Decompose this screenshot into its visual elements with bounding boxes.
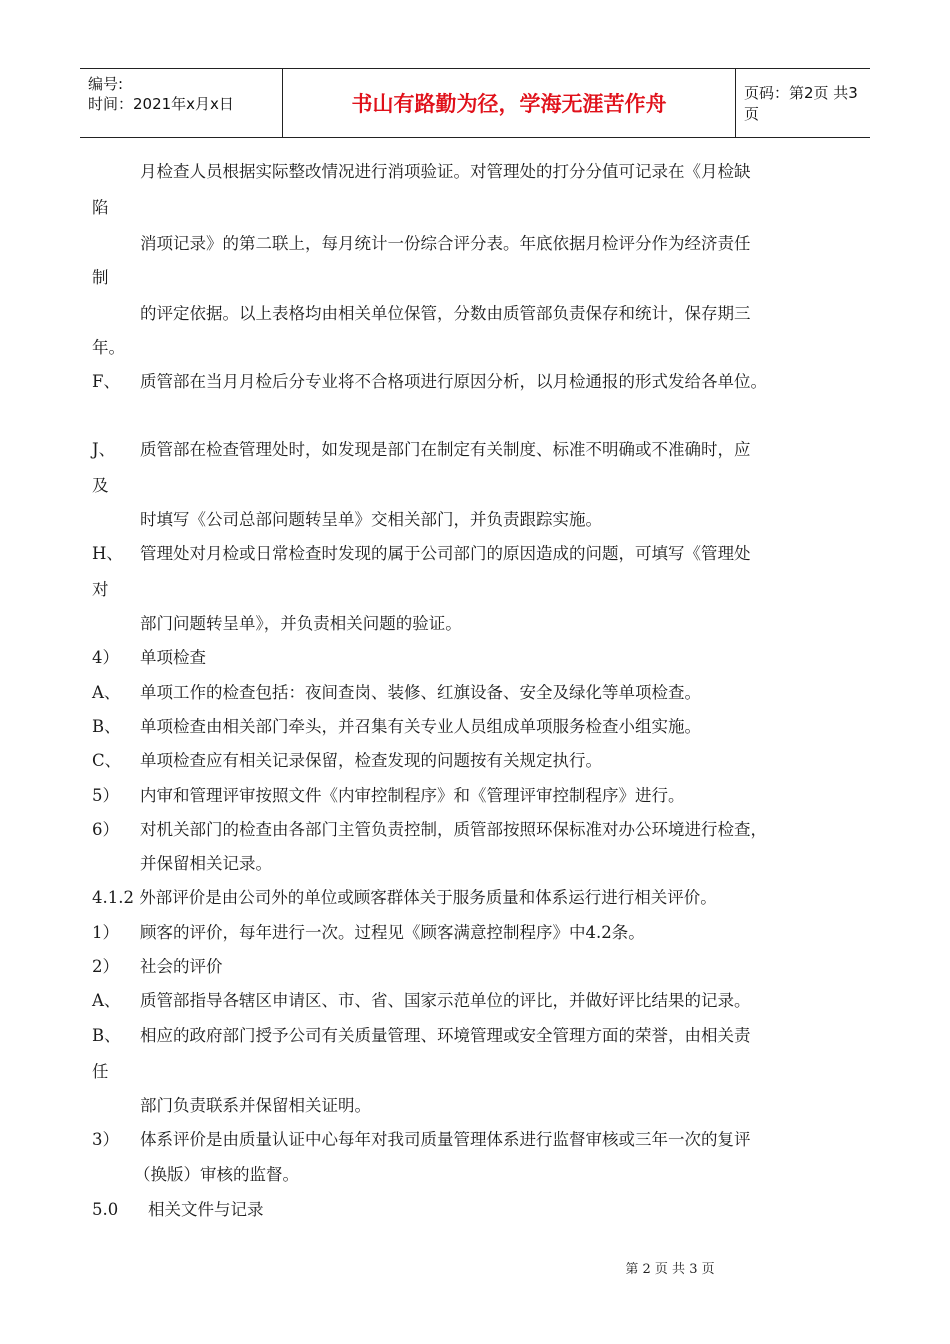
body-line: 质管部指导各辖区申请区、市、省、国家示范单位的评比，并做好评比结果的记录。 bbox=[140, 991, 751, 1010]
document-date-label: 时间：2021年x月x日 bbox=[88, 95, 234, 113]
body-line: 的评定依据。以上表格均由相关单位保管，分数由质管部负责保存和统计，保存期三 bbox=[140, 304, 751, 323]
item-marker: 3） bbox=[92, 1130, 119, 1149]
document-header bbox=[80, 68, 870, 138]
item-marker: J、 bbox=[92, 440, 116, 459]
item-marker: A、 bbox=[92, 991, 121, 1010]
page-footer bbox=[0, 1258, 950, 1277]
header-left-cell bbox=[80, 69, 282, 137]
header-motto: 书山有路勤为径，学海无涯苦作舟 bbox=[282, 69, 736, 137]
section-number: 5.0 bbox=[92, 1200, 119, 1219]
body-line: 陷 bbox=[92, 198, 109, 217]
section-heading: 相关文件与记录 bbox=[148, 1200, 264, 1219]
body-line: 单项检查应有相关记录保留，检查发现的问题按有关规定执行。 bbox=[140, 751, 602, 770]
body-line: 制 bbox=[92, 268, 109, 287]
body-line: 时填写《公司总部问题转呈单》交相关部门，并负责跟踪实施。 bbox=[140, 510, 602, 529]
item-marker: F、 bbox=[92, 372, 120, 391]
body-line: 单项工作的检查包括：夜间查岗、装修、红旗设备、安全及绿化等单项检查。 bbox=[140, 683, 701, 702]
body-line: 内审和管理评审按照文件《内审控制程序》和《管理评审控制程序》进行。 bbox=[140, 786, 685, 805]
item-marker: C、 bbox=[92, 751, 122, 770]
item-marker: H、 bbox=[92, 544, 123, 563]
body-line: 单项检查 bbox=[140, 648, 206, 667]
item-marker: B、 bbox=[92, 717, 121, 736]
body-line: 任 bbox=[92, 1062, 109, 1081]
body-line: 体系评价是由质量认证中心每年对我司质量管理体系进行监督审核或三年一次的复评 bbox=[140, 1130, 751, 1149]
body-line: 部门问题转呈单》，并负责相关问题的验证。 bbox=[140, 614, 462, 633]
item-marker: 6） bbox=[92, 820, 119, 839]
body-line: 顾客的评价，每年进行一次。过程见《顾客满意控制程序》中4.2条。 bbox=[140, 923, 645, 942]
item-marker: 4） bbox=[92, 648, 119, 667]
body-line: 及 bbox=[92, 476, 109, 495]
item-marker: 1） bbox=[92, 923, 119, 942]
body-line: 消项记录》的第二联上，每月统计一份综合评分表。年底依据月检评分作为经济责任 bbox=[140, 234, 751, 253]
footer-page-number: 第 2 页 共 3 页 bbox=[625, 1262, 715, 1277]
body-line: 社会的评价 bbox=[140, 957, 223, 976]
body-line: 对机关部门的检查由各部门主管负责控制，质管部按照环保标准对办公环境进行检查， bbox=[140, 820, 767, 839]
body-line: 对 bbox=[92, 580, 109, 599]
body-line: 质管部在当月月检后分专业将不合格项进行原因分析，以月检通报的形式发给各单位。 bbox=[140, 372, 767, 391]
body-line: 质管部在检查管理处时，如发现是部门在制定有关制度、标准不明确或不准确时，应 bbox=[140, 440, 751, 459]
body-line: 月检查人员根据实际整改情况进行消项验证。对管理处的打分分值可记录在《月检缺 bbox=[140, 162, 751, 181]
item-marker: B、 bbox=[92, 1026, 121, 1045]
item-marker: 5） bbox=[92, 786, 119, 805]
header-page-label: 页码：第2页 共3页 bbox=[744, 84, 858, 123]
item-marker: 2） bbox=[92, 957, 119, 976]
section-heading: 4.1.2 外部评价是由公司外的单位或顾客群体关于服务质量和体系运行进行相关评价。 bbox=[92, 888, 717, 907]
body-line: 相应的政府部门授予公司有关质量管理、环境管理或安全管理方面的荣誉，由相关责 bbox=[140, 1026, 751, 1045]
document-number-label: 编号: bbox=[88, 75, 124, 93]
body-line: 单项检查由相关部门牵头，并召集有关专业人员组成单项服务检查小组实施。 bbox=[140, 717, 701, 736]
body-line: 年。 bbox=[92, 338, 125, 357]
body-line: 部门负责联系并保留相关证明。 bbox=[140, 1096, 371, 1115]
body-line: 管理处对月检或日常检查时发现的属于公司部门的原因造成的问题，可填写《管理处 bbox=[140, 544, 751, 563]
body-line: 并保留相关记录。 bbox=[140, 854, 272, 873]
body-line: （换版）审核的监督。 bbox=[134, 1165, 299, 1184]
item-marker: A、 bbox=[92, 683, 121, 702]
